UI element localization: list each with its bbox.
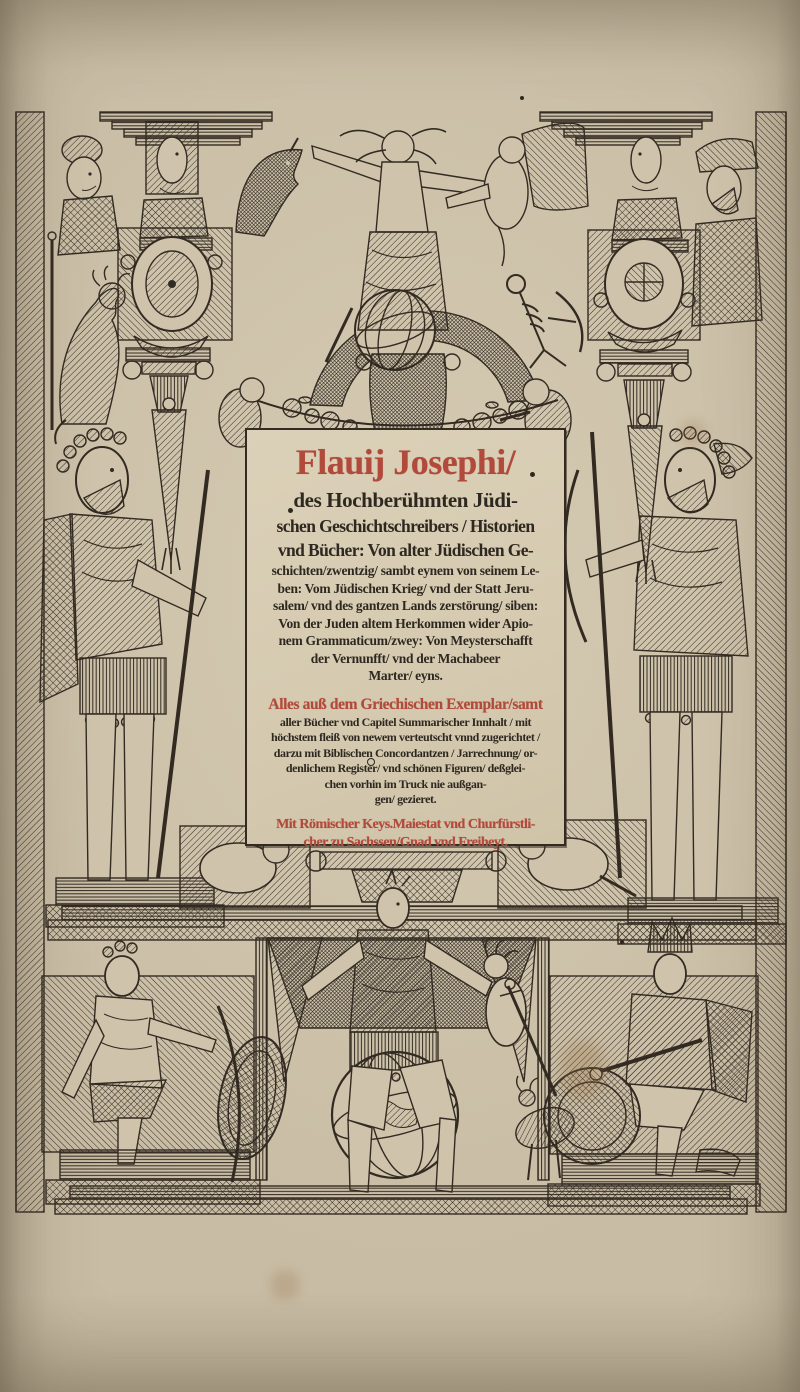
skeleton-with-bow [507, 275, 582, 368]
subtitle-line: nem Grammaticum/zwey: Von Meysterschafft [278, 633, 533, 648]
subtitle-line: Marter/ eyns. [368, 668, 443, 683]
privilege-line: Mit Römischer Keys.Maiestat vnd Churfürstli- [276, 816, 535, 832]
subtitle-line: Von der Juden altem Herkommen wider Apio- [278, 615, 533, 631]
privilege-line: cher zu Sachssen/Gnad vnd Freiheyt. [303, 834, 508, 850]
ink-speck [288, 508, 293, 513]
subtitle-line: des Hochberühmten Jüdi- [293, 488, 518, 512]
winged-genius [446, 123, 588, 266]
title-text-panel [245, 428, 566, 850]
edition-line: aller Bücher vnd Capitel Summarischer Innhalt / mit [279, 714, 532, 729]
ink-speck [530, 472, 535, 477]
edition-line: höchstem fleiß von newem verteutscht vnnd zugerichtet / [271, 730, 540, 744]
subtitle-line: schichten/zwentzig/ sambt eynem von seinem Le- [271, 563, 540, 578]
rampant-lion [55, 266, 130, 444]
bottom-steps [55, 1186, 747, 1214]
edition-line: denlichem Register/ vnd schönen Figuren/ deßglei- [285, 761, 526, 775]
edition-line: chen vorhin im Truck nie außgan- [324, 776, 487, 791]
subtitle-line: schen Geschichtschreibers / Historien [276, 516, 535, 536]
right-edge-ornament [756, 112, 786, 1212]
ink-speck [367, 758, 375, 766]
oval-medallion-left [118, 228, 232, 357]
helmeted-sage-right [692, 139, 762, 326]
turbaned-bust [58, 136, 120, 255]
edition-line: gen/ gezieret. [374, 792, 437, 806]
subtitle-line: salem/ vnd des gantzen Lands zerstörung/ siben: [273, 598, 538, 613]
main-title: Flauij Josephi/ [295, 442, 516, 482]
seated-king-with-scepter [544, 918, 760, 1206]
ink-speck [620, 940, 624, 944]
edition-heading: Alles auß dem Griechischen Exemplar/samt [268, 695, 543, 713]
wheel-medallion-right [588, 230, 700, 352]
ink-speck [520, 96, 524, 100]
edition-line: darzu mit Biblischen Concordantzen / Jarrechnung/ or- [273, 745, 538, 760]
subtitle-line: vnd Bücher: Von alter Jüdischen Ge- [277, 540, 534, 560]
scroll-cartouche [306, 851, 506, 902]
subtitle-line: der Vernunfft/ vnd der Machabeer [310, 650, 501, 666]
horse-head [236, 138, 302, 236]
subtitle-line: ben: Vom Jüdischen Krieg/ vnd der Statt Jeru- [277, 580, 534, 596]
